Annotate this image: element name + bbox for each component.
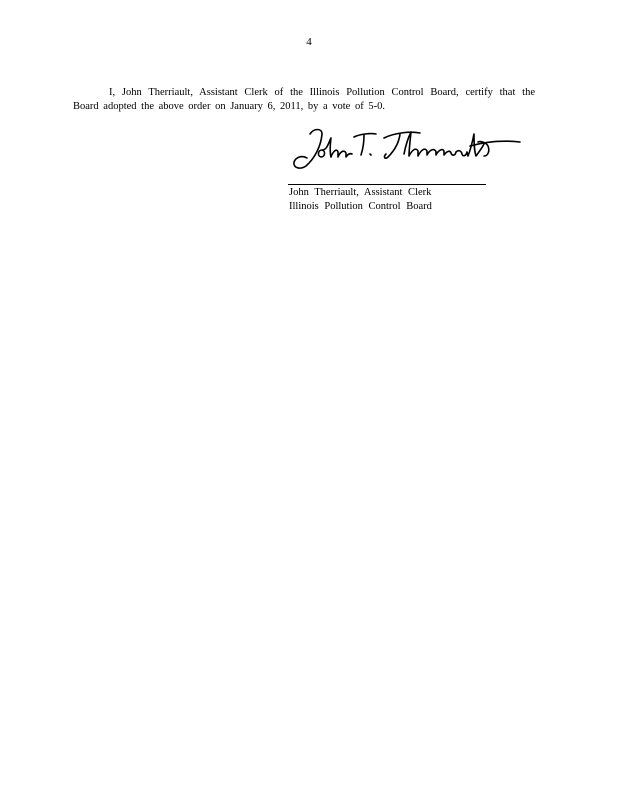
certification-paragraph: I, John Therriault, Assistant Clerk of the Illinois Pollution Control Board, certify that the Board adopted the above order on January 6, 2011, by a vote of 5-0. [73, 87, 535, 112]
signer-block [289, 186, 432, 214]
page-number: 4 [306, 36, 312, 48]
handwritten-signature [288, 120, 538, 180]
signature-line [288, 184, 486, 185]
signer-name-title: John Therriault, Assistant Clerk [289, 187, 432, 198]
signer-organization: Illinois Pollution Control Board [289, 201, 432, 212]
